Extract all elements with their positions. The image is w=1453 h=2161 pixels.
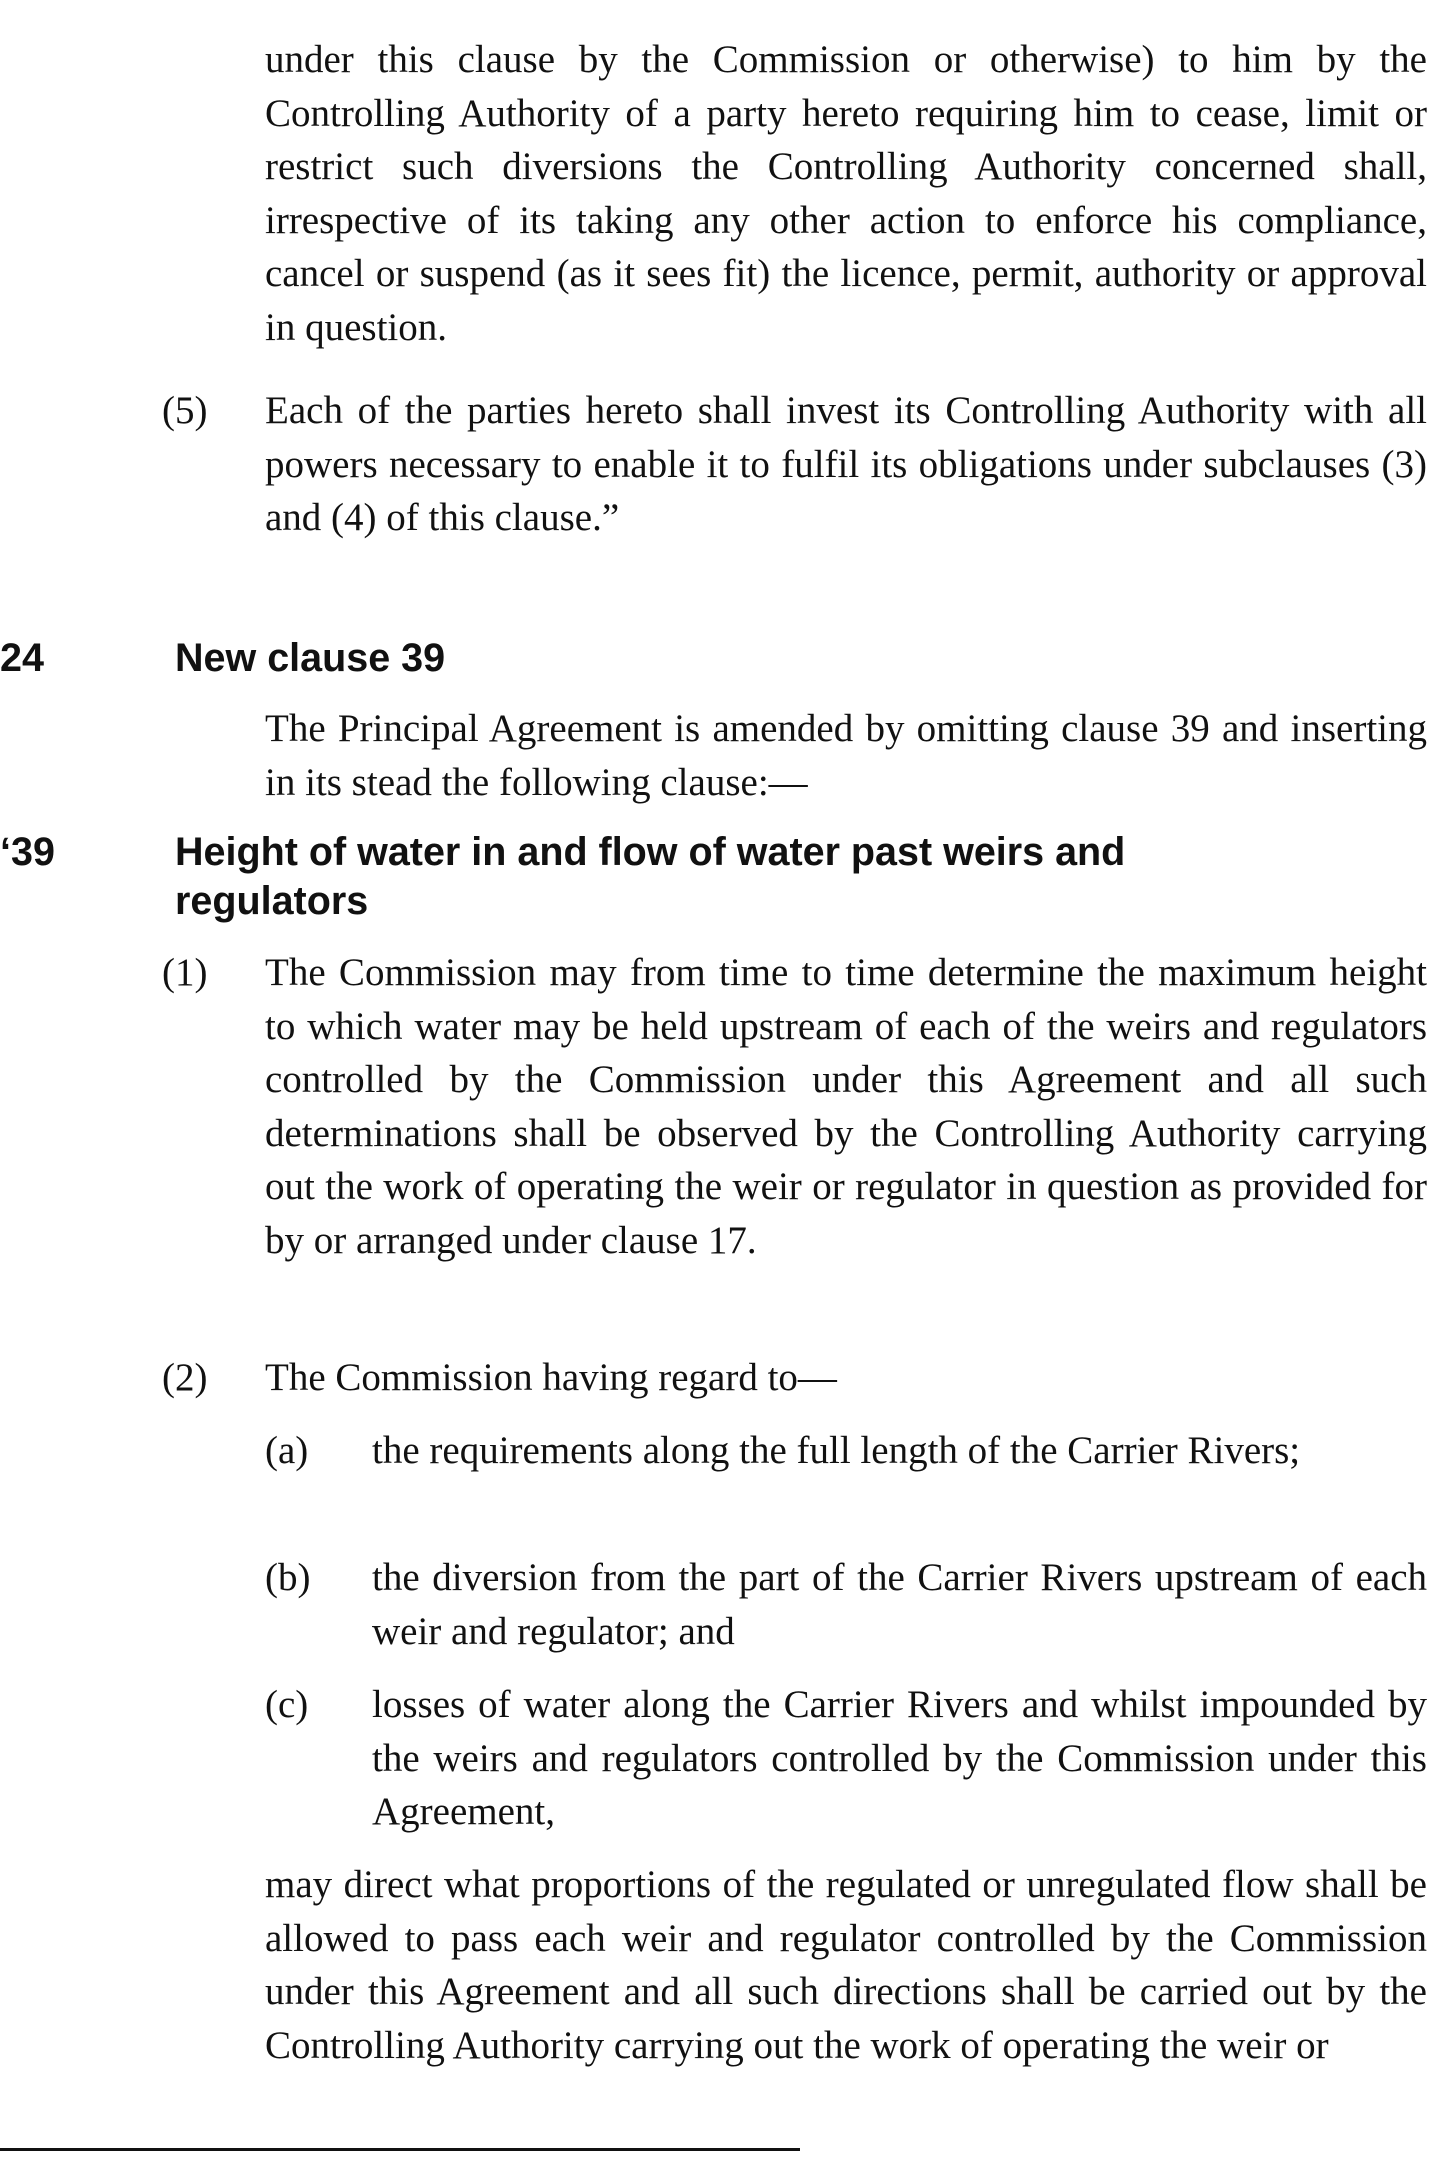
continuation-paragraph: under this clause by the Commission or otherwise) to him by the Controlling Authority of a party hereto requiring him to cease, limit or restrict such diversions the Controlling Authority concerned shall, irrespective of its taking any other action to enforce his compliance, cancel or suspend (as it sees fit) the licence, permit, authority or approval in question. [265, 38, 1427, 349]
section-24-heading: New clause 39 [175, 636, 446, 680]
clause-39-heading: Height of water in and flow of water past weirs and regulators [175, 830, 1126, 923]
paragraph-c-text: losses of water along the Carrier Rivers and whilst impounded by the weirs and regulators controlled by the Commission under this Agreement, [372, 1683, 1427, 1833]
paragraph-c-number: (c) [265, 1683, 309, 1726]
subclause-2-tail: may direct what proportions of the regulated or unregulated flow shall be allowed to pass each weir and regulator controlled by the Commission under this Agreement and all such directions shall be carried out by the Controlling Authority carrying out the work of operating the weir or [265, 1863, 1427, 2067]
subclause-1-number: (1) [162, 951, 208, 994]
subclause-2-number: (2) [162, 1356, 208, 1399]
footer-rule [0, 2148, 800, 2151]
subclause-5-number: (5) [162, 389, 208, 432]
paragraph-b-number: (b) [265, 1556, 311, 1599]
paragraph-b-text: the diversion from the part of the Carrier Rivers upstream of each weir and regulator; and [372, 1556, 1427, 1653]
clause-39-number: ‘39 [0, 830, 55, 874]
subclause-1-text: The Commission may from time to time determine the maximum height to which water may be held upstream of each of the weirs and regulators controlled by the Commission under this Agreement and all such determinations shall be observed by the Controlling Authority carrying out the work of operating the weir or regulator in question as provided for by or arranged under clause 17. [265, 951, 1427, 1262]
paragraph-a-number: (a) [265, 1429, 309, 1472]
subclause-5-text: Each of the parties hereto shall invest its Controlling Authority with all powers necessary to enable it to fulfil its obligations under subclauses (3) and (4) of this clause.” [265, 389, 1427, 539]
section-24-number: 24 [0, 636, 44, 680]
section-24-body: The Principal Agreement is amended by omitting clause 39 and inserting in its stead the following clause:— [265, 707, 1427, 804]
paragraph-a-text: the requirements along the full length of the Carrier Rivers; [372, 1429, 1301, 1472]
subclause-2-intro: The Commission having regard to— [265, 1356, 837, 1399]
